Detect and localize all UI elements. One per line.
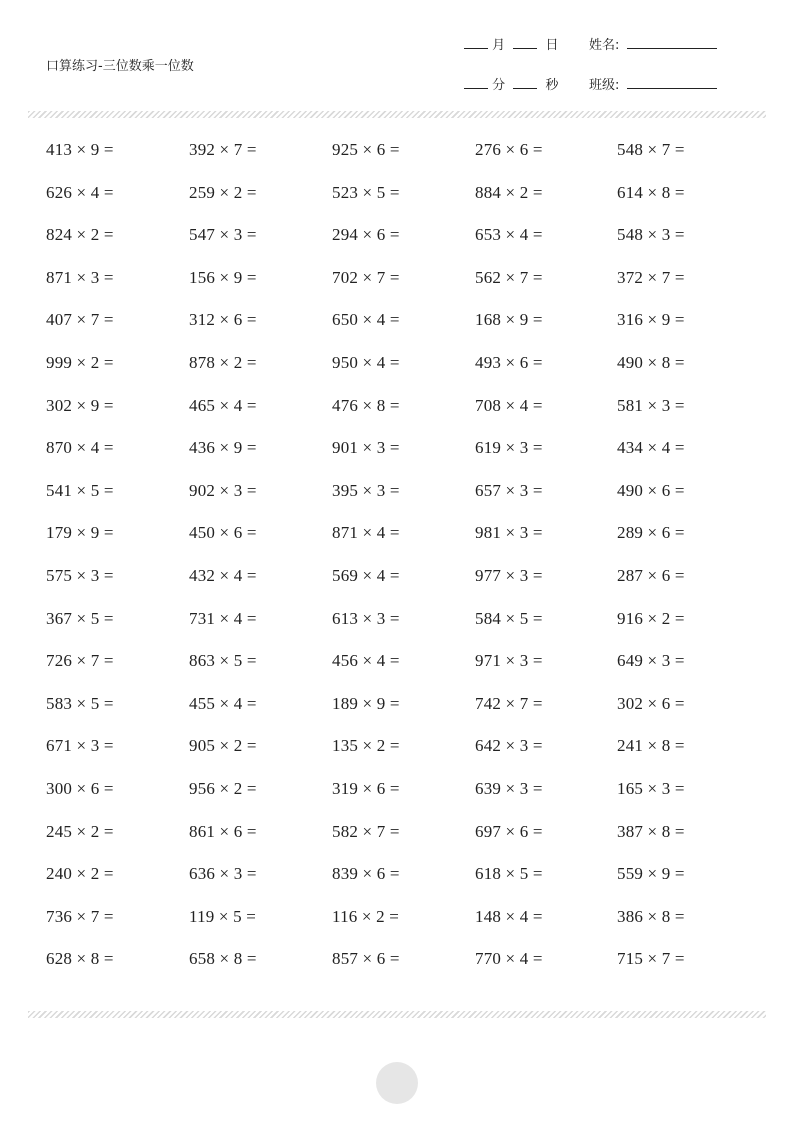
bottom-divider xyxy=(28,1011,766,1018)
problem-row xyxy=(0,651,793,694)
problem-item: 642 × 3 = xyxy=(475,736,543,756)
problem-item: 626 × 4 = xyxy=(46,182,114,202)
problem-item: 559 × 9 = xyxy=(617,864,685,884)
problem-item: 548 × 7 = xyxy=(617,140,685,159)
date-field xyxy=(464,34,558,53)
problem-item: 916 × 2 = xyxy=(617,608,685,628)
problem-item: 245 × 2 = xyxy=(46,821,114,841)
problem-item: 871 × 3 = xyxy=(46,267,114,287)
problem-item: 628 × 8 = xyxy=(46,949,114,969)
problem-row xyxy=(0,736,793,779)
problem-row xyxy=(0,907,793,950)
name-label: 姓名: xyxy=(589,38,620,53)
worksheet-title: 口算练习-三位数乘一位数 xyxy=(46,59,194,74)
problem-item: 541 × 5 = xyxy=(46,480,114,500)
minute-blank[interactable] xyxy=(464,76,488,89)
problem-item: 613 × 3 = xyxy=(332,608,400,628)
problem-item: 697 × 6 = xyxy=(475,821,543,841)
problem-row xyxy=(0,779,793,822)
problem-item: 871 × 4 = xyxy=(332,523,400,543)
problem-item: 135 × 2 = xyxy=(332,736,400,756)
problem-item: 902 × 3 = xyxy=(189,480,257,500)
problem-item: 302 × 9 = xyxy=(46,395,114,415)
problem-item: 708 × 4 = xyxy=(475,395,543,415)
problem-item: 476 × 8 = xyxy=(332,395,400,415)
time-field xyxy=(464,74,558,93)
problem-item: 165 × 3 = xyxy=(617,778,685,798)
problem-item: 581 × 3 = xyxy=(617,395,685,415)
problem-item: 569 × 4 = xyxy=(332,565,400,585)
problem-item: 436 × 9 = xyxy=(189,438,257,458)
problem-item: 490 × 8 = xyxy=(617,352,685,372)
problem-item: 455 × 4 = xyxy=(189,693,257,713)
problem-item: 432 × 4 = xyxy=(189,565,257,585)
problem-item: 584 × 5 = xyxy=(475,608,543,628)
day-label: 日 xyxy=(545,38,559,53)
second-label: 秒 xyxy=(545,78,559,93)
problem-item: 456 × 4 = xyxy=(332,651,400,671)
problem-row xyxy=(0,396,793,439)
problem-row xyxy=(0,225,793,268)
problem-item: 148 × 4 = xyxy=(475,906,543,926)
problem-item: 116 × 2 = xyxy=(332,906,400,926)
problem-item: 639 × 3 = xyxy=(475,778,543,798)
problem-item: 671 × 3 = xyxy=(46,736,114,756)
problem-item: 259 × 2 = xyxy=(189,182,257,202)
problem-grid xyxy=(0,140,793,992)
page-indicator xyxy=(376,1062,418,1104)
problem-item: 119 × 5 = xyxy=(189,906,257,926)
problem-item: 179 × 9 = xyxy=(46,523,114,543)
problem-item: 863 × 5 = xyxy=(189,651,257,671)
problem-item: 901 × 3 = xyxy=(332,438,400,458)
month-label: 月 xyxy=(492,38,506,53)
top-divider xyxy=(28,111,766,118)
problem-item: 523 × 5 = xyxy=(332,182,400,202)
problem-item: 905 × 2 = xyxy=(189,736,257,756)
minute-label: 分 xyxy=(492,78,506,93)
problem-item: 319 × 6 = xyxy=(332,778,400,798)
problem-item: 493 × 6 = xyxy=(475,352,543,372)
problem-item: 956 × 2 = xyxy=(189,778,257,798)
problem-item: 736 × 7 = xyxy=(46,906,114,926)
problem-item: 731 × 4 = xyxy=(189,608,257,628)
problem-item: 619 × 3 = xyxy=(475,438,543,458)
problem-item: 981 × 3 = xyxy=(475,523,543,543)
problem-item: 884 × 2 = xyxy=(475,182,543,202)
problem-row xyxy=(0,353,793,396)
problem-item: 450 × 6 = xyxy=(189,523,257,543)
problem-item: 999 × 2 = xyxy=(46,352,114,372)
problem-row xyxy=(0,481,793,524)
class-field xyxy=(589,74,717,93)
problem-item: 977 × 3 = xyxy=(475,565,543,585)
problem-row xyxy=(0,183,793,226)
problem-row xyxy=(0,694,793,737)
problem-item: 287 × 6 = xyxy=(617,565,685,585)
problem-item: 925 × 6 = xyxy=(332,140,400,159)
problem-item: 168 × 9 = xyxy=(475,310,543,330)
problem-item: 562 × 7 = xyxy=(475,267,543,287)
problem-item: 971 × 3 = xyxy=(475,651,543,671)
problem-item: 392 × 7 = xyxy=(189,140,257,159)
problem-item: 156 × 9 = xyxy=(189,267,257,287)
problem-item: 839 × 6 = xyxy=(332,864,400,884)
problem-item: 583 × 5 = xyxy=(46,693,114,713)
problem-item: 240 × 2 = xyxy=(46,864,114,884)
problem-row xyxy=(0,566,793,609)
problem-item: 702 × 7 = xyxy=(332,267,400,287)
problem-item: 465 × 4 = xyxy=(189,395,257,415)
problem-row xyxy=(0,609,793,652)
problem-row xyxy=(0,438,793,481)
second-blank[interactable] xyxy=(513,76,537,89)
problem-item: 395 × 3 = xyxy=(332,480,400,500)
problem-item: 950 × 4 = xyxy=(332,352,400,372)
problem-row xyxy=(0,949,793,992)
problem-item: 653 × 4 = xyxy=(475,225,543,245)
problem-item: 658 × 8 = xyxy=(189,949,257,969)
problem-item: 241 × 8 = xyxy=(617,736,685,756)
problem-item: 575 × 3 = xyxy=(46,565,114,585)
problem-item: 618 × 5 = xyxy=(475,864,543,884)
problem-item: 857 × 6 = xyxy=(332,949,400,969)
problem-item: 300 × 6 = xyxy=(46,778,114,798)
problem-item: 387 × 8 = xyxy=(617,821,685,841)
problem-item: 413 × 9 = xyxy=(46,140,114,159)
problem-item: 547 × 3 = xyxy=(189,225,257,245)
problem-item: 650 × 4 = xyxy=(332,310,400,330)
problem-item: 878 × 2 = xyxy=(189,352,257,372)
class-blank[interactable] xyxy=(627,76,717,89)
problem-item: 614 × 8 = xyxy=(617,182,685,202)
problem-item: 386 × 8 = xyxy=(617,906,685,926)
problem-row xyxy=(0,864,793,907)
problem-item: 582 × 7 = xyxy=(332,821,400,841)
problem-item: 276 × 6 = xyxy=(475,140,543,159)
problem-item: 490 × 6 = xyxy=(617,480,685,500)
problem-item: 770 × 4 = xyxy=(475,949,543,969)
problem-item: 294 × 6 = xyxy=(332,225,400,245)
problem-row xyxy=(0,310,793,353)
problem-item: 289 × 6 = xyxy=(617,523,685,543)
problem-item: 372 × 7 = xyxy=(617,267,685,287)
problem-item: 742 × 7 = xyxy=(475,693,543,713)
problem-item: 316 × 9 = xyxy=(617,310,685,330)
class-label: 班级: xyxy=(589,78,620,93)
problem-row xyxy=(0,268,793,311)
problem-item: 407 × 7 = xyxy=(46,310,114,330)
problem-item: 367 × 5 = xyxy=(46,608,114,628)
month-blank[interactable] xyxy=(464,36,488,49)
problem-item: 715 × 7 = xyxy=(617,949,685,969)
problem-item: 548 × 3 = xyxy=(617,225,685,245)
problem-item: 434 × 4 = xyxy=(617,438,685,458)
problem-row xyxy=(0,140,793,183)
problem-item: 657 × 3 = xyxy=(475,480,543,500)
name-field xyxy=(589,34,717,53)
problem-item: 861 × 6 = xyxy=(189,821,257,841)
problem-item: 302 × 6 = xyxy=(617,693,685,713)
problem-item: 636 × 3 = xyxy=(189,864,257,884)
problem-item: 189 × 9 = xyxy=(332,693,400,713)
problem-item: 824 × 2 = xyxy=(46,225,114,245)
problem-row xyxy=(0,822,793,865)
problem-item: 649 × 3 = xyxy=(617,651,685,671)
name-blank[interactable] xyxy=(627,36,717,49)
problem-item: 870 × 4 = xyxy=(46,438,114,458)
problem-item: 726 × 7 = xyxy=(46,651,114,671)
problem-row xyxy=(0,523,793,566)
day-blank[interactable] xyxy=(513,36,537,49)
problem-item: 312 × 6 = xyxy=(189,310,257,330)
